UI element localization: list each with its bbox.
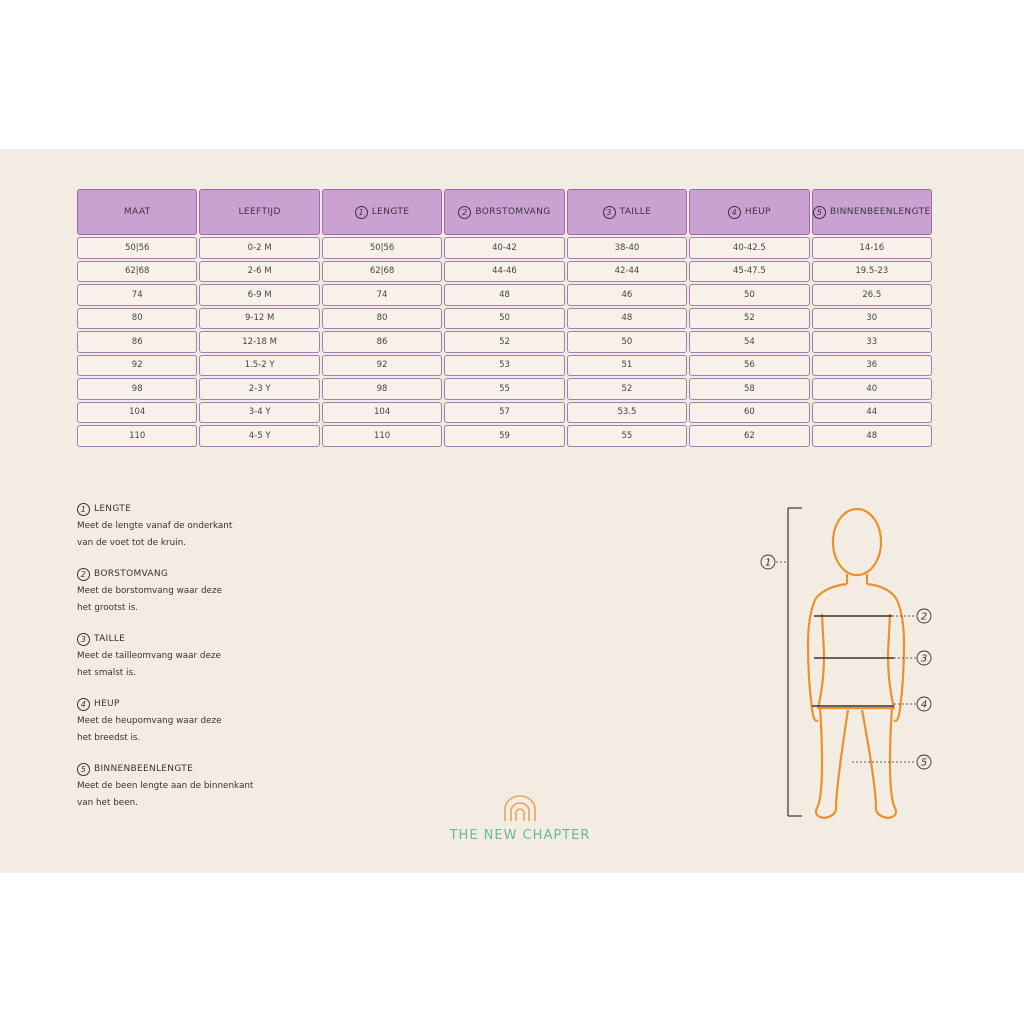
legend-description: Meet de tailleomvang waar deze het smalst is. [77,651,221,678]
table-cell: 38-40 [567,237,687,259]
table-cell: 86 [77,331,197,353]
table-cell: 54 [689,331,809,353]
header-label: MAAT [123,207,151,217]
legend-description: Meet de lengte vanaf de onderkant van de voet tot de kruin. [77,521,233,548]
column-header-heup [689,189,809,235]
figure-label-number: 5 [920,757,928,769]
leader-lines [776,562,916,762]
legend-number-badge: 4 [77,698,90,711]
table-cell: 56 [689,355,809,377]
column-header-binnenbeenlengte [812,189,932,235]
table-cell: 62|68 [322,261,442,283]
table-cell: 40 [812,378,932,400]
legend-title-text: TAILLE [94,634,126,644]
figure-label-number: 2 [920,611,928,623]
table-cell: 57 [444,402,564,424]
table-cell: 48 [812,425,932,447]
table-cell: 33 [812,331,932,353]
legend-number-badge: 2 [77,568,90,581]
table-cell: 86 [322,331,442,353]
table-cell: 52 [689,308,809,330]
table-cell: 12-18 M [199,331,319,353]
table-cell: 1.5-2 Y [199,355,319,377]
legend-number-badge: 1 [77,503,90,516]
table-cell: 6-9 M [199,284,319,306]
table-cell: 30 [812,308,932,330]
legend-item [77,696,317,747]
figure-label-number: 3 [920,653,928,665]
legend-title-text: BORSTOMVANG [94,569,169,579]
legend-title [77,696,317,712]
column-header-taille [567,189,687,235]
table-cell: 50 [444,308,564,330]
brand-name: THE NEW CHAPTER [449,828,591,843]
legend-title [77,761,317,777]
legend-item [77,631,317,682]
table-cell: 51 [567,355,687,377]
table-cell: 58 [689,378,809,400]
legend-title [77,631,317,647]
table-cell: 98 [322,378,442,400]
table-cell: 46 [567,284,687,306]
table-cell: 104 [77,402,197,424]
table-cell: 26.5 [812,284,932,306]
table-cell: 3-4 Y [199,402,319,424]
header-number-badge: 2 [458,206,471,219]
table-cell: 50 [689,284,809,306]
column-header-leeftijd [199,189,319,235]
header-number-badge: 5 [813,206,826,219]
table-cell: 98 [77,378,197,400]
column-header-lengte [322,189,442,235]
table-cell: 55 [444,378,564,400]
table-cell: 42-44 [567,261,687,283]
table-cell: 110 [322,425,442,447]
table-cell: 44 [812,402,932,424]
column-header-maat [77,189,197,235]
child-outline-icon [808,509,904,818]
legend-number-badge: 3 [77,633,90,646]
table-cell: 52 [444,331,564,353]
measurement-legend [77,501,317,826]
legend-title [77,566,317,582]
legend-number-badge: 5 [77,763,90,776]
table-cell: 4-5 Y [199,425,319,447]
table-cell: 48 [444,284,564,306]
header-number-badge: 3 [603,206,616,219]
table-cell: 2-3 Y [199,378,319,400]
table-cell: 2-6 M [199,261,319,283]
table-cell: 53 [444,355,564,377]
table-cell: 92 [77,355,197,377]
table-cell: 92 [322,355,442,377]
size-table [77,189,932,447]
table-cell: 9-12 M [199,308,319,330]
table-cell: 44-46 [444,261,564,283]
table-cell: 80 [322,308,442,330]
table-cell: 36 [812,355,932,377]
table-cell: 74 [322,284,442,306]
table-cell: 0-2 M [199,237,319,259]
size-chart-sheet [0,149,1024,873]
table-cell: 55 [567,425,687,447]
legend-title-text: LENGTE [94,504,132,514]
table-cell: 14-16 [812,237,932,259]
table-cell: 50|56 [322,237,442,259]
legend-item [77,501,317,552]
header-label: HEUP [744,207,771,217]
header-number-badge: 1 [355,206,368,219]
table-cell: 60 [689,402,809,424]
rainbow-logo-icon [502,794,538,822]
legend-title [77,501,317,517]
legend-item [77,566,317,617]
table-cell: 62 [689,425,809,447]
height-bracket [788,508,802,816]
table-cell: 80 [77,308,197,330]
table-cell: 62|68 [77,261,197,283]
table-cell: 53.5 [567,402,687,424]
legend-title-text: BINNENBEENLENGTE [94,764,194,774]
header-label: LEEFTIJD [238,207,281,217]
table-cell: 104 [322,402,442,424]
legend-description: Meet de been lengte aan de binnenkant van het been. [77,781,254,808]
column-header-borstomvang [444,189,564,235]
child-measurement-figure [752,504,942,824]
header-number-badge: 4 [728,206,741,219]
brand-logo [440,794,600,843]
header-label: BORSTOMVANG [475,207,551,217]
header-label: LENGTE [371,207,410,217]
table-cell: 59 [444,425,564,447]
legend-description: Meet de borstomvang waar deze het grootst is. [77,586,222,613]
figure-label-number: 1 [764,557,772,569]
table-cell: 74 [77,284,197,306]
table-cell: 48 [567,308,687,330]
table-cell: 50 [567,331,687,353]
legend-title-text: HEUP [94,699,120,709]
legend-description: Meet de heupomvang waar deze het breedst is. [77,716,222,743]
table-cell: 110 [77,425,197,447]
header-label: TAILLE [619,207,652,217]
header-label: BINNENBEENLENGTE [829,207,931,217]
figure-number-labels [761,555,931,769]
table-cell: 45-47.5 [689,261,809,283]
table-cell: 52 [567,378,687,400]
table-cell: 19.5-23 [812,261,932,283]
table-cell: 50|56 [77,237,197,259]
legend-item [77,761,317,812]
figure-label-number: 4 [920,699,928,711]
table-cell: 40-42 [444,237,564,259]
table-cell: 40-42.5 [689,237,809,259]
